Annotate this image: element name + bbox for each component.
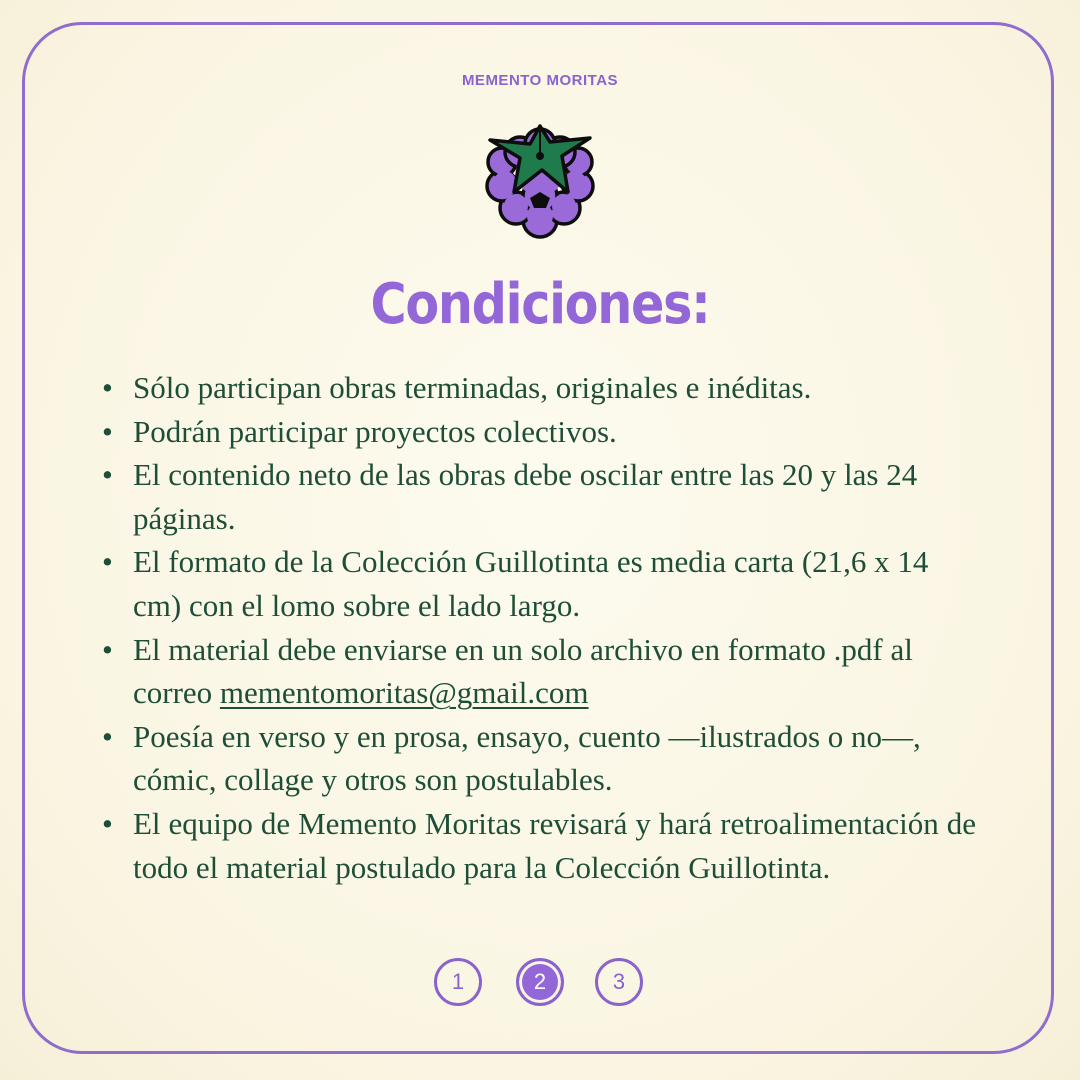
condition-item: • Sólo participan obras terminadas, originales e inéditas. [96, 366, 976, 410]
page-1-button[interactable]: 1 [434, 958, 482, 1006]
page-2-button[interactable]: 2 [516, 958, 564, 1006]
condition-text: El material debe enviarse en un solo archivo en formato .pdf al correo [133, 631, 913, 711]
condition-item: • El equipo de Memento Moritas revisará y hará retroalimentación de todo el material postulado para la Colección Guillotinta. [96, 802, 976, 889]
page-title: Condiciones: [370, 272, 710, 337]
condition-item: • El formato de la Colección Guillotinta es media carta (21,6 x 14 cm) con el lomo sobre el lado largo. [96, 540, 976, 627]
pagination [0, 958, 1080, 1012]
condition-item [96, 628, 976, 715]
raspberry-icon [480, 116, 600, 244]
page-3-button[interactable]: 3 [595, 958, 643, 1006]
condition-item: • Poesía en verso y en prosa, ensayo, cuento —ilustrados o no—, cómic, collage y otros son postulables. [96, 715, 976, 802]
brand-name: MEMENTO MORITAS [461, 72, 619, 89]
condition-item: • El contenido neto de las obras debe oscilar entre las 20 y las 24 páginas. [96, 453, 976, 540]
email-link[interactable]: mementomoritas@gmail.com [219, 675, 589, 711]
conditions-list [96, 366, 976, 889]
condition-item: • Podrán participar proyectos colectivos. [96, 410, 976, 454]
